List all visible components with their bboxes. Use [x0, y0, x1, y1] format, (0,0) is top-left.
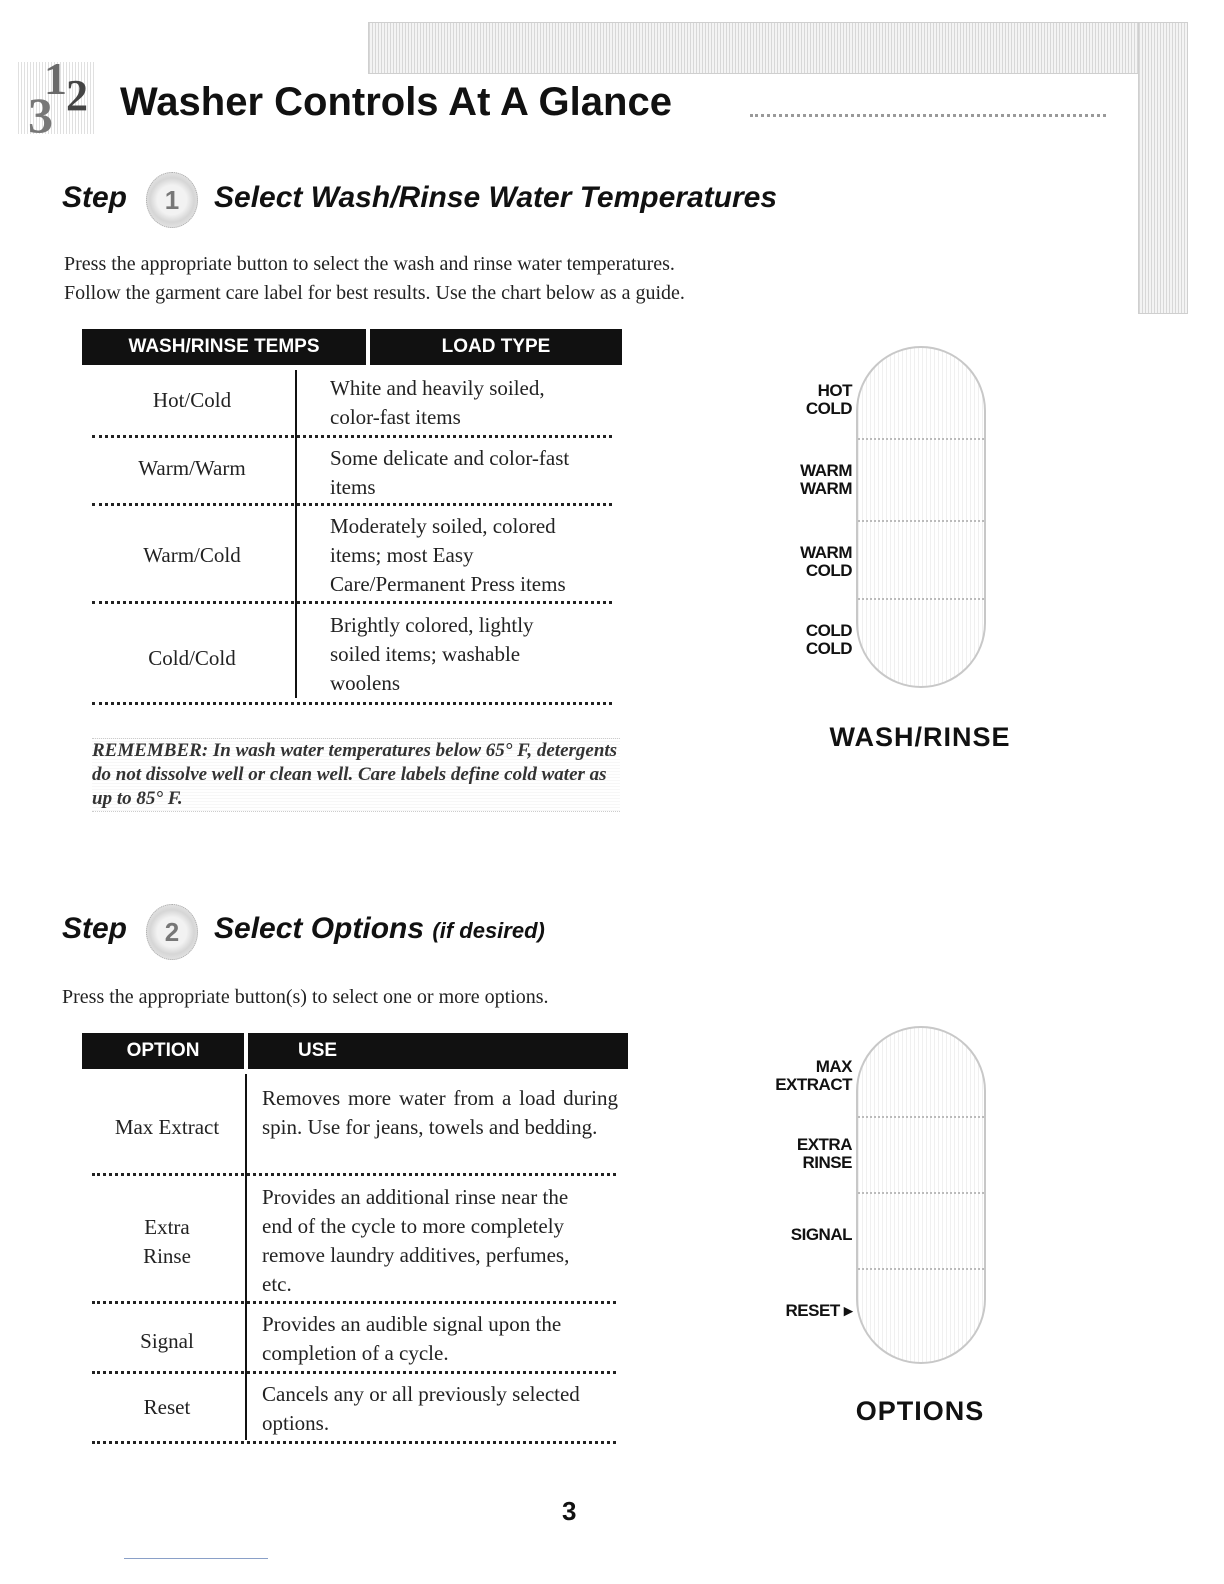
options-table-bottom-rule [92, 1440, 616, 1444]
panel-divider [858, 1116, 984, 1118]
warm-warm-button[interactable] [740, 462, 852, 498]
options-table-header-use: USE [248, 1033, 628, 1069]
logo-digit-2: 2 [66, 71, 88, 120]
step1-intro [64, 250, 1064, 308]
temps-row-1-temp: Hot/Cold [152, 388, 232, 412]
extra-rinse-button[interactable] [716, 1136, 852, 1172]
temps-row-separator [92, 434, 612, 438]
page-number: 3 [562, 1496, 577, 1526]
max-extract-line-2: EXTRACT [775, 1075, 852, 1094]
reset-arrow-icon: ▸ [843, 1301, 852, 1320]
step2-number: 2 [164, 917, 180, 947]
step2-intro: Press the appropriate button(s) to select one or more options. [62, 986, 549, 1008]
option-row-3-name-line-1: Signal [140, 1329, 194, 1353]
option-row-3-use: Provides an audible signal upon the completion of a cycle. [262, 1312, 562, 1365]
page-title: Washer Controls At A Glance [120, 80, 672, 124]
panel-divider [858, 520, 984, 522]
options-row-separator [92, 1172, 616, 1176]
warm-cold-line-1: WARM [800, 543, 852, 562]
wash-rinse-button-strip [856, 346, 986, 688]
option-row-2-name [92, 1213, 242, 1271]
reset-button[interactable] [716, 1302, 852, 1320]
options-table-header-option: OPTION [82, 1033, 244, 1069]
signal-button[interactable] [716, 1226, 852, 1244]
option-row-1-use: Removes more water from a load during spin. Use for jeans, towels and bedding. [262, 1086, 618, 1139]
cold-cold-line-1: COLD [805, 621, 852, 640]
option-row-1-name [92, 1113, 242, 1142]
temps-table-bottom-rule [92, 701, 612, 705]
options-table-divider [245, 1074, 247, 1440]
header-band [368, 22, 1188, 74]
temps-row-separator [92, 600, 612, 604]
options-button-strip [856, 1026, 986, 1364]
extra-rinse-line-1: EXTRA [796, 1135, 852, 1154]
panel-divider [858, 1268, 984, 1270]
step2-number-badge [146, 904, 198, 960]
step1-intro-line-1: Press the appropriate button to select the wash and rinse water temperatures. [64, 253, 675, 275]
warm-warm-line-1: WARM [800, 461, 852, 480]
temps-table-header-temps: WASH/RINSE TEMPS [82, 329, 366, 365]
reset-line-1 [716, 1302, 852, 1320]
options-row-separator [92, 1300, 616, 1304]
option-row-2-use: Provides an additional rinse near the end of the cycle to more completely remove laundry additives, perfumes, etc. [262, 1185, 570, 1296]
options-row-separator [92, 1370, 616, 1374]
temps-row-3-load: Moderately soiled, colored items; most Easy Care/Permanent Press items [330, 514, 566, 596]
reset-label: RESET [785, 1301, 840, 1320]
hot-cold-line-1: HOT [817, 381, 852, 400]
step2-heading [62, 912, 127, 946]
temps-row-1-load: White and heavily soiled, color-fast items [330, 376, 545, 429]
max-extract-line-1: MAX [815, 1057, 852, 1076]
panel-divider [858, 1192, 984, 1194]
option-row-2-name-line-1: Extra [144, 1215, 190, 1239]
cold-cold-button[interactable] [740, 622, 852, 658]
step1-number-badge [146, 172, 198, 228]
option-row-4-name-line-1: Reset [143, 1395, 191, 1419]
option-row-4-name [92, 1393, 242, 1422]
signal-line-1: SIGNAL [790, 1225, 852, 1244]
max-extract-button[interactable] [716, 1058, 852, 1094]
cold-cold-line-2: COLD [805, 639, 852, 658]
temps-row-2-temp: Warm/Warm [138, 456, 246, 480]
section-logo [14, 53, 98, 143]
step1-intro-line-2: Follow the garment care label for best results. Use the chart below as a guide. [64, 282, 685, 304]
wash-rinse-caption: WASH/RINSE [829, 722, 1011, 752]
temps-table-divider [295, 370, 297, 698]
step2-word: Step [62, 912, 128, 945]
option-row-3-name [92, 1327, 242, 1356]
temps-table-header-load: LOAD TYPE [370, 329, 622, 365]
remember-note: REMEMBER: In wash water temperatures below 65° F, detergents do not dissolve well or clean well. Care labels define cold water as up to 85° F. [92, 738, 620, 812]
temps-row-4-load: Brightly colored, lightly soiled items; washable woolens [330, 613, 534, 695]
step1-title: Select Wash/Rinse Water Temperatures [214, 181, 777, 214]
step2-title-text: Select Options [214, 912, 425, 945]
logo-digit-1: 1 [44, 53, 67, 104]
options-caption: OPTIONS [855, 1396, 985, 1426]
footer-rule [124, 1558, 268, 1559]
panel-divider [858, 598, 984, 600]
warm-cold-button[interactable] [740, 544, 852, 580]
temps-row-4-temp: Cold/Cold [148, 646, 236, 670]
option-row-4-use: Cancels any or all previously selected options. [262, 1382, 580, 1435]
temps-row-3-temp: Warm/Cold [143, 543, 241, 567]
logo-digit-3: 3 [28, 87, 53, 143]
side-band [1138, 22, 1188, 314]
temps-row-separator [92, 502, 612, 506]
panel-divider [858, 438, 984, 440]
option-row-1-name-line-1: Max Extract [114, 1115, 220, 1139]
hot-cold-button[interactable] [740, 382, 852, 418]
step1-number: 1 [164, 185, 180, 215]
step1-heading [62, 181, 127, 215]
warm-warm-line-2: WARM [800, 479, 852, 498]
extra-rinse-line-2: RINSE [802, 1153, 852, 1172]
step2-title [214, 912, 545, 946]
hot-cold-line-2: COLD [805, 399, 852, 418]
option-row-2-name-line-2: Rinse [143, 1244, 191, 1268]
warm-cold-line-2: COLD [805, 561, 852, 580]
title-leader-dots [750, 113, 1106, 117]
step2-title-sub: (if desired) [432, 918, 545, 943]
step1-word: Step [62, 181, 128, 214]
temps-row-2-load: Some delicate and color-fast items [330, 446, 570, 499]
